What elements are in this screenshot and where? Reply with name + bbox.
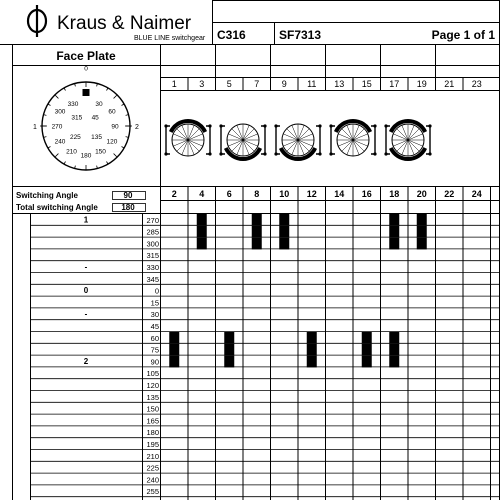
position-label: -	[84, 262, 88, 272]
contact-dot	[219, 124, 222, 127]
contact-element-diagrams	[164, 121, 431, 159]
angle-value: 225	[146, 463, 159, 473]
contact-closed-bar	[169, 356, 179, 368]
terminal-number-bottom: 18	[389, 189, 400, 199]
dial-side-label-left: 1	[33, 124, 37, 131]
angle-value: 345	[146, 274, 159, 284]
contact-dot	[373, 124, 376, 127]
contact-closed-bar	[169, 344, 179, 356]
table-row	[31, 275, 500, 285]
terminal-number-bottom: 2	[171, 189, 177, 199]
brand-tagline: BLUE LINE switchgear	[134, 35, 206, 42]
contact-dot	[263, 124, 266, 127]
contact-terminal-right	[426, 126, 430, 154]
switching-angle-label: Switching Angle	[16, 191, 78, 200]
contact-closed-bar	[169, 332, 179, 344]
angle-value: 60	[150, 333, 159, 343]
terminal-number-bottom: 10	[279, 189, 290, 199]
part-number: C316	[217, 28, 246, 42]
contact-closed-bar	[197, 214, 207, 226]
dial-angle-label: 330	[67, 100, 79, 108]
contact-dot	[318, 152, 321, 155]
table-row	[31, 344, 500, 356]
terminal-number-top: 21	[444, 79, 455, 89]
contact-dot	[164, 124, 167, 127]
brand-name: Kraus & Naimer	[57, 13, 192, 34]
table-row	[31, 440, 500, 450]
contact-terminal-left	[276, 126, 280, 154]
table-row	[31, 286, 500, 296]
table-row	[31, 428, 500, 438]
contact-dot	[329, 152, 332, 155]
contact-closed-bar	[389, 214, 399, 226]
contact-closed-bar	[197, 226, 207, 238]
dial-angle-label: 210	[66, 148, 77, 156]
contact-dot	[384, 124, 387, 127]
table-row	[31, 393, 500, 403]
contact-terminal-left	[386, 126, 390, 154]
angle-value: 195	[146, 440, 159, 449]
contact-closed-bar	[307, 332, 317, 344]
contact-dot	[164, 152, 167, 155]
position-label: 2	[83, 356, 89, 366]
dial-angle-label: 90	[111, 123, 119, 131]
angle-value: 330	[146, 263, 159, 272]
dial-tick	[107, 88, 109, 91]
terminal-number-top: 19	[416, 79, 427, 89]
contact-dot	[208, 124, 211, 127]
table-row	[31, 310, 500, 320]
terminal-number-top: 11	[307, 79, 317, 89]
terminal-number-top: 9	[281, 79, 287, 89]
angle-value: 90	[150, 357, 159, 367]
table-row	[31, 226, 500, 238]
dial-angle-label: 315	[71, 114, 83, 122]
contact-closed-bar	[389, 332, 399, 344]
table-row	[31, 322, 500, 332]
contact-closed-bar	[252, 226, 262, 238]
table-row	[31, 452, 500, 462]
table-row	[31, 416, 500, 426]
dial-angle-label: 240	[54, 138, 66, 146]
contact-terminal-left	[166, 126, 170, 154]
table-row	[31, 464, 500, 474]
upper-frame	[12, 44, 500, 500]
angle-value: 75	[150, 345, 159, 355]
table-row	[31, 487, 500, 497]
contact-dot	[208, 152, 211, 155]
dial-angle-label: 45	[91, 114, 99, 122]
terminal-number-top: 7	[254, 79, 260, 89]
total-angle-label: Total switching Angle	[16, 203, 98, 212]
contact-closed-bar	[417, 214, 427, 226]
angle-value: 165	[146, 416, 159, 426]
angle-value: 315	[146, 251, 159, 261]
dial-tick	[114, 95, 118, 99]
contact-dot	[384, 152, 387, 155]
terminal-number-top: 13	[334, 79, 345, 89]
dial-angle-label: 180	[80, 152, 92, 160]
contact-dot	[329, 124, 332, 127]
table-row	[31, 332, 500, 344]
angle-value: 255	[146, 487, 159, 497]
contact-icon	[164, 121, 211, 156]
terminal-number-bottom: 24	[471, 189, 482, 199]
dial-angle-label: 300	[54, 108, 66, 116]
dial-tick	[64, 162, 66, 165]
contact-closed-bar	[224, 332, 234, 344]
dial-tick	[55, 154, 59, 158]
dial-tick	[107, 162, 109, 165]
angle-value: 15	[150, 298, 159, 308]
contact-closed-bar	[362, 344, 372, 356]
table-row	[31, 381, 500, 391]
contact-terminal-right	[261, 126, 265, 154]
contact-dot	[274, 124, 277, 127]
terminal-number-bottom: 8	[254, 189, 260, 199]
sheet-number: SF7313	[279, 28, 322, 42]
contact-icon	[329, 121, 376, 156]
contact-dot	[428, 152, 431, 155]
contact-terminal-right	[371, 126, 375, 154]
angle-value: 285	[146, 227, 159, 237]
contact-closed-bar	[252, 238, 262, 250]
contact-dot	[428, 124, 431, 127]
terminal-number-bottom: 20	[416, 189, 427, 199]
terminal-number-top: 17	[389, 79, 400, 89]
angle-value: 210	[146, 451, 159, 461]
terminal-number-bottom: 6	[226, 189, 232, 199]
dial-angle-label: 60	[108, 108, 116, 116]
brand-logo	[28, 5, 46, 37]
dial-tick	[48, 147, 51, 149]
contact-closed-bar	[389, 238, 399, 250]
terminal-number-top: 5	[226, 79, 232, 89]
contact-closed-bar	[389, 344, 399, 356]
switching-angle-value: 90	[123, 191, 133, 200]
contact-closed-bar	[417, 238, 427, 250]
table-row	[31, 369, 500, 379]
table-row	[31, 238, 500, 250]
dial-tick	[122, 104, 125, 106]
angle-value: 45	[150, 322, 159, 331]
table-row	[31, 251, 500, 261]
contact-icon	[384, 121, 431, 159]
dial-angle-label: 120	[106, 138, 118, 146]
terminal-header-top	[172, 44, 482, 90]
contact-closed-bar	[224, 344, 234, 356]
terminal-number-top: 15	[361, 79, 372, 89]
contact-closed-bar	[252, 214, 262, 226]
dial-angle-label: 150	[95, 148, 106, 156]
table-row	[31, 405, 500, 415]
contact-icon	[274, 124, 321, 159]
contact-terminal-right	[316, 126, 320, 154]
table-row	[31, 214, 500, 226]
angle-value: 240	[146, 475, 159, 485]
dial-angle-label: 0	[84, 65, 88, 73]
contact-closed-bar	[307, 344, 317, 356]
table-row	[31, 475, 500, 485]
contact-closed-bar	[197, 238, 207, 250]
contact-terminal-left	[331, 126, 335, 154]
contact-terminal-right	[206, 126, 210, 154]
contact-closed-bar	[362, 332, 372, 344]
terminal-number-bottom: 14	[334, 189, 345, 199]
terminal-number-top: 1	[171, 79, 177, 89]
angle-value: 120	[146, 381, 159, 390]
face-plate-dial	[33, 66, 139, 171]
angle-value: 300	[146, 239, 159, 249]
contact-closed-bar	[307, 356, 317, 368]
position-label: 1	[83, 215, 89, 225]
contact-dot	[274, 152, 277, 155]
dial-side-label-right: 2	[135, 124, 139, 131]
contact-closed-bar	[389, 356, 399, 368]
terminal-number-bottom: 22	[444, 189, 455, 199]
dial-tick	[114, 154, 118, 158]
contact-closed-bar	[417, 226, 427, 238]
angle-value: 135	[146, 392, 159, 402]
angle-value: 0	[154, 286, 159, 296]
contact-dot	[373, 152, 376, 155]
table-row	[31, 263, 500, 273]
position-label: 0	[83, 286, 89, 296]
terminal-number-bottom: 12	[306, 189, 317, 199]
dial-tick	[48, 104, 51, 106]
total-angle-value: 180	[121, 203, 135, 212]
contact-dot	[263, 152, 266, 155]
dial-tick	[64, 88, 66, 91]
dial-angle-label: 30	[95, 100, 103, 108]
contact-closed-bar	[279, 238, 289, 250]
angle-value: 180	[146, 428, 159, 438]
table-row	[31, 298, 500, 308]
table-row	[31, 356, 500, 368]
angle-value: 150	[146, 404, 159, 414]
contact-closed-bar	[224, 356, 234, 368]
contact-closed-bar	[279, 226, 289, 238]
position-label: -	[84, 309, 88, 319]
contact-dot	[219, 152, 222, 155]
terminal-number-top: 3	[199, 79, 205, 89]
switching-table	[31, 214, 500, 497]
dial-tick	[122, 147, 125, 149]
angle-value: 30	[150, 310, 159, 320]
dial-tick	[55, 95, 59, 99]
contact-terminal-left	[221, 126, 225, 154]
contact-closed-bar	[279, 214, 289, 226]
angle-value: 270	[146, 215, 159, 225]
contact-dot	[318, 124, 321, 127]
dial-angle-label: 225	[69, 134, 81, 142]
contact-icon	[219, 124, 266, 159]
terminal-number-bottom: 4	[199, 189, 205, 199]
contact-closed-bar	[389, 226, 399, 238]
face-plate-title: Face Plate	[56, 49, 116, 63]
terminal-number-top: 23	[471, 79, 482, 89]
dial-pointer-label: 0	[84, 90, 88, 97]
dial-angle-label: 135	[91, 134, 103, 142]
contact-closed-bar	[362, 356, 372, 368]
terminal-number-bottom: 16	[361, 189, 372, 199]
dial-angle-label: 270	[51, 123, 63, 131]
angle-value: 105	[146, 369, 159, 379]
page-label: Page 1 of 1	[431, 28, 495, 42]
